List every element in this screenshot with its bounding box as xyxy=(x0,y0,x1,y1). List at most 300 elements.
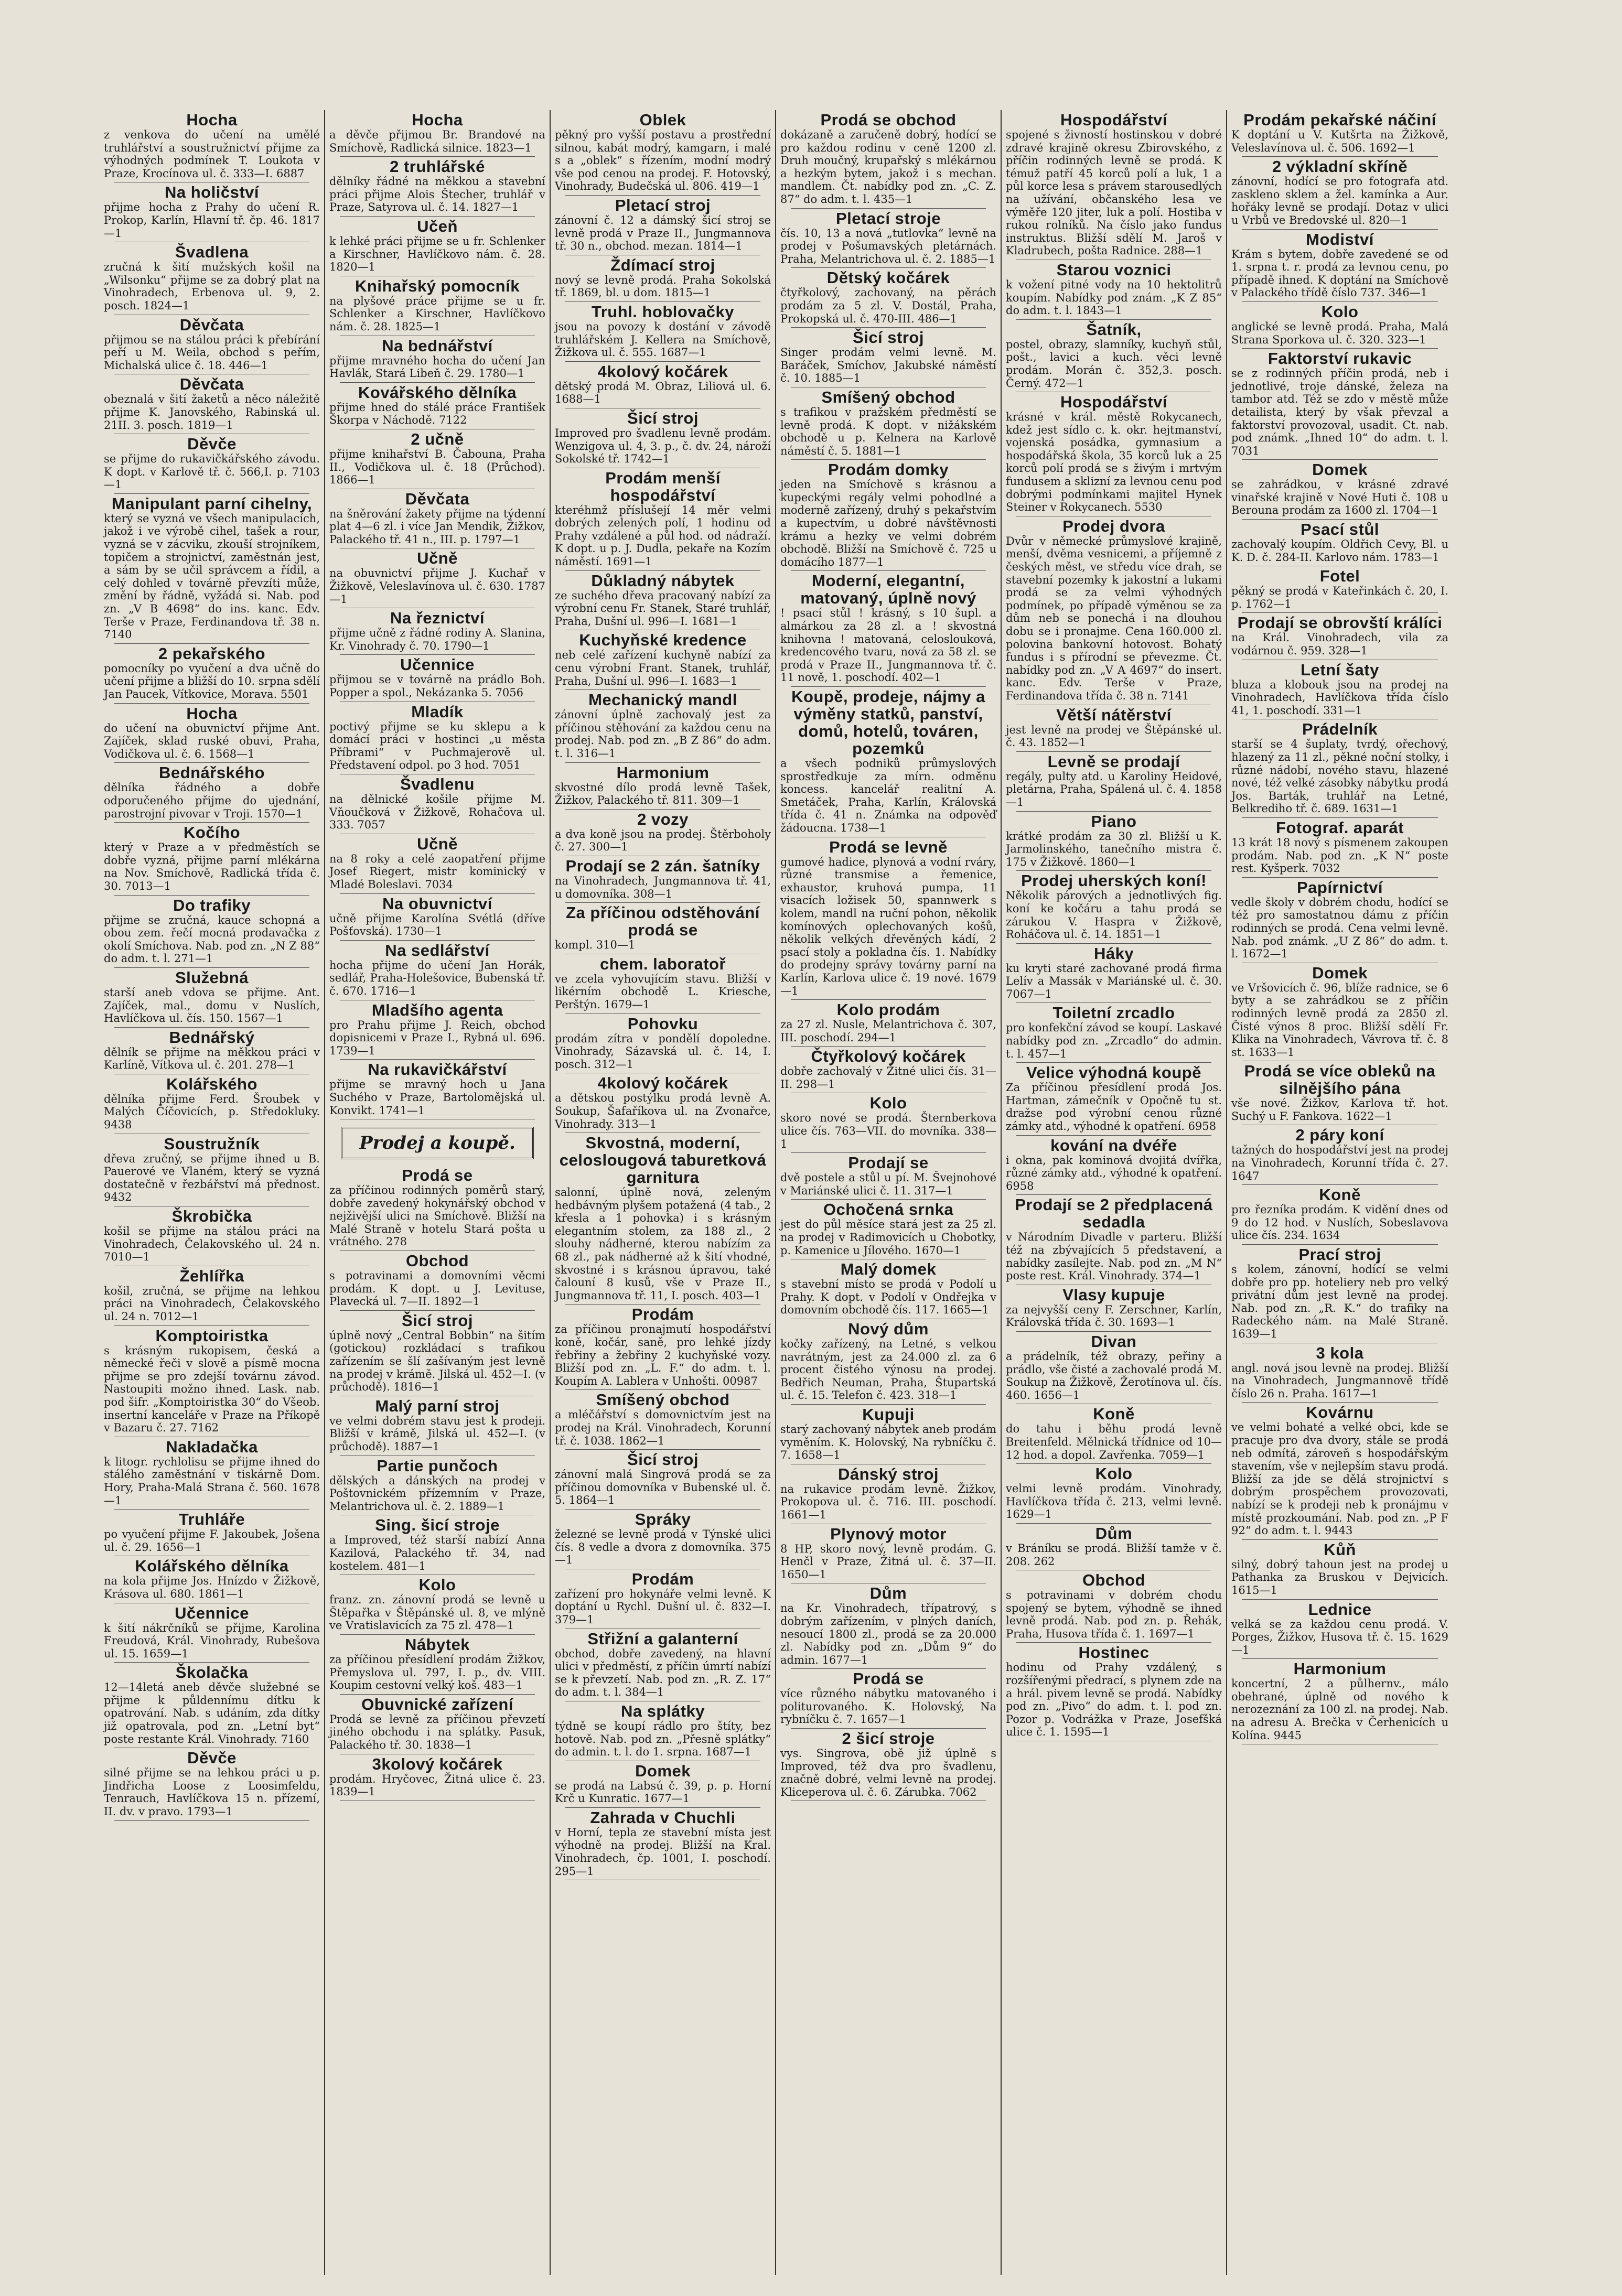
ad-separator xyxy=(565,1304,760,1305)
ad-text: 12—14letá aneb děvče služebné se přijme k půldennímu dítku k opatrování. Nab. s udáním, zda dítky již opatrovala, pod zn. „Letní byt“ poste restante Král. Vinohrady. 7160 xyxy=(104,1681,320,1745)
ad-text: postel, obrazy, slamníky, kuchyň stůl, pošt., lavici a kuch. věci levně prodám. Morán č. 352,3. posch. Černý. 472—1 xyxy=(1006,338,1222,390)
ad-heading: Šicí stroj xyxy=(853,328,924,347)
ad-heading: 2 výkladní skříně xyxy=(1272,157,1408,176)
column-1 xyxy=(100,110,325,2275)
ad-text: v Horní, tepla ze stavební místa jest výhodně na prodej. Bližší na Kral. Vinohradech, čp. 1001, I. poschodí. 295—1 xyxy=(555,1826,771,1878)
classified-ad xyxy=(1231,350,1448,457)
classified-ad xyxy=(329,1397,545,1453)
ad-text: 13 krát 18 nový s písmenem zakoupen prodám. Nab. pod zn. „K N“ poste rest. Kyšperk. 7032 xyxy=(1231,836,1448,875)
ad-heading: Hocha xyxy=(412,111,463,129)
ad-heading: Pletací stroj xyxy=(615,196,711,214)
ad-separator xyxy=(791,1728,986,1729)
ad-text: zánovní, hodící se pro fotografa atd. zaskleno sklem a žel. kamínka a Aur. hořáky levně se prodají. Dotaz v ulici u Vrbů ve Bredovské ul. 820—1 xyxy=(1231,175,1448,227)
ad-text: zachovalý koupím. Oldřich Cevy, Bl. u K. D. č. 284-II. Karlovo nám. 1783—1 xyxy=(1231,538,1448,564)
ad-heading: 2 učně xyxy=(411,429,464,448)
ad-separator xyxy=(1016,811,1211,812)
ad-text: k šití nákrčníků se přijme, Karolina Freudová, Král. Vinohrady, Rubešova ul. 15. 1659—1 xyxy=(104,1621,320,1660)
ad-text: Několik párových a jednotlivých fig. koní ke kočáru a tahu prodá se zárukou V. Haspra v Žižkově, Roháčova ul. č. 14. 1851—1 xyxy=(1006,889,1222,941)
ad-text: ve velmi dobrém stavu jest k prodeji. Bližší v krámě, Jilská ul. 452—I. (v průchodě). 1887—1 xyxy=(329,1414,545,1453)
classified-ad xyxy=(555,197,771,253)
ad-heading: Truhláře xyxy=(178,1510,245,1529)
ad-text: poctivý přijme se ku sklepu a k domácí práci v hostinci „u města Příbrami“ v Puchmajerově ul. Představení odpol. po 3 hod. 7051 xyxy=(329,720,545,772)
ad-text: za příčinou pronajmutí hospodářství koně, kočár, saně, pro lehké jízdy řebřiny a žebřiny 2 kuchyňské vozy. Bližší pod zn. „L. F.“ do adm. t. l. Koupím A. Lablera v Unhošti. 00987 xyxy=(555,1323,771,1387)
ad-text: regály, pulty atd. u Karoliny Heidové, pletárna, Praha, Spálená ul. č. 4. 1858—1 xyxy=(1006,770,1222,809)
ad-heading: Truhl. hoblovačky xyxy=(591,302,735,321)
ad-heading: Dánský stroj xyxy=(837,1464,939,1483)
ad-text: skoro nové se prodá. Šternberkova ulice čís. 763—VII. do movníka. 338—1 xyxy=(780,1112,996,1150)
ad-text: se z rodinných příčin prodá, neb i jednotlivé, troje dánské, železa na tambor atd. Též se zdo v městě může detailista, který by však převzal a faktorství provozoval, usadit. Ct. nab. pod známk. „Ihned 10“ do adm. t. l. 7031 xyxy=(1231,367,1448,457)
classified-ad xyxy=(104,897,320,965)
ad-heading: Pletací stroje xyxy=(836,209,941,228)
column-4 xyxy=(776,110,1002,2275)
ad-heading: 4kolový kočárek xyxy=(597,362,728,381)
classified-ad xyxy=(1006,872,1222,941)
ad-heading: Střižní a galanterní xyxy=(587,1629,738,1648)
ad-heading: Kolo xyxy=(1321,302,1359,321)
classified-ad xyxy=(1006,706,1222,749)
classified-ad xyxy=(780,210,996,266)
ad-text: železné se levně prodá v Týnské ulici čís. 8 vedle a dvora z domovníka. 375—1 xyxy=(555,1527,771,1567)
classified-ad xyxy=(104,645,320,701)
ad-heading: Moderní, elegantní, matovaný, úplně nový xyxy=(800,572,976,608)
classified-ad xyxy=(104,1557,320,1600)
ad-heading: Domek xyxy=(1312,963,1368,982)
ad-heading: Prodám domky xyxy=(828,460,949,479)
ad-text: a mléčářství s domovnictvím jest na prodej na Král. Vinohradech, Korunní tř. č. 1038. 1862—1 xyxy=(555,1408,771,1447)
ad-text: s potravinami v dobrém chodu spojený se bytem, výhodně se ihned levně prodá. Nab. pod zn. p. Řehák, Praha, Husova třída č. 1. 1697—1 xyxy=(1006,1589,1222,1640)
ad-text: košil se přijme na stálou práci na Vinohradech, Čelakovského ul. 24 n. 7010—1 xyxy=(104,1225,320,1264)
ad-heading: Učennice xyxy=(400,655,475,674)
ad-heading: Koně xyxy=(1319,1185,1361,1204)
classified-ad xyxy=(780,1260,996,1317)
ad-text: salonní, úplně nová, zeleným hedbávným plyšem potažená (4 tab., 2 křesla a 1 pohovka) i s krásným elegantním stolem, za 188 zl., 2 slouhy nádherné, kterou nabízím za 68 zl., pak nádherné až k šití vhodné, skvostné i s krásnou úpravou, také čalouní 8 kusů, vše v Praze II., Jungmannova tř. 11, I. posch. 403—1 xyxy=(555,1186,771,1302)
ad-text: dětský prodá M. Obraz, Liliová ul. 6. 1688—1 xyxy=(555,380,771,406)
ad-text: pomocníky po vyučení a dva učně do učení přijme a bližší do 10. srpna sdělí Jan Paucek, Vítkovice, Morava. 5501 xyxy=(104,662,320,700)
ad-separator xyxy=(1242,519,1438,520)
ad-text: dřeva zručný, se přijme ihned u B. Pauerové ve Vlaném, který se vyzná dostatečně v řezbářství má přednost. 9432 xyxy=(104,1152,320,1204)
ad-heading: Čtyřkolový kočárek xyxy=(811,1047,966,1066)
classified-ad xyxy=(1231,1186,1448,1242)
ad-heading: Psací stůl xyxy=(1301,520,1379,539)
classified-ad xyxy=(555,1134,771,1302)
ad-heading: Prodám menší hospodářství xyxy=(605,468,721,504)
ad-heading: Učennice xyxy=(175,1603,249,1622)
ad-heading: Za příčinou odstěhování prodá se xyxy=(566,903,760,940)
classified-ad xyxy=(1231,614,1448,657)
ad-text: s potravinami a domovními věcmi prodám. K dopt. u J. Levituse, Plavecká ul. 7—II. 1892—1 xyxy=(329,1269,545,1308)
ad-text: po vyučení přijme F. Jakoubek, Jošena ul. č. 29. 1656—1 xyxy=(104,1528,320,1554)
classified-ad xyxy=(104,111,320,180)
classified-ad xyxy=(329,1312,545,1394)
ad-heading: Děvčata xyxy=(179,315,244,334)
ad-heading: Nábytek xyxy=(404,1635,470,1654)
ad-text: úplně nový „Central Bobbin“ na šitím (gotickou) rozkládací s trafikou zařízením se šlí zašívaným jest levně na prodej v krámě. Jilská ul. 452—I. (v průchodě). 1816—1 xyxy=(329,1329,545,1394)
ad-text: na plyšové práce přijme se u fr. Schlenker a Kirschner, Havlíčkovo nám. č. 28. 1825—1 xyxy=(329,294,545,333)
ad-heading: Knihařský pomocník xyxy=(355,276,520,295)
classified-ad xyxy=(780,111,996,206)
classified-ad xyxy=(329,549,545,606)
ad-heading: Spráky xyxy=(635,1510,691,1528)
ad-separator xyxy=(791,686,986,687)
ad-text: na Král. Vinohradech, vila za vodárnou č. 959. 328—1 xyxy=(1231,631,1448,657)
ad-separator xyxy=(1242,817,1438,818)
ad-heading: Starou voznici xyxy=(1056,260,1172,279)
classified-ad xyxy=(555,1570,771,1626)
classified-ad xyxy=(329,158,545,214)
ad-text: na 8 roky a celé zaopatření přijme Josef Riegert, mistr kominický v Mladé Boleslavi. 7034 xyxy=(329,852,545,891)
classified-ad xyxy=(1006,261,1222,317)
ad-heading: Velice výhodná koupě xyxy=(1026,1063,1201,1082)
ad-heading: 3 kola xyxy=(1316,1343,1364,1362)
classified-ad xyxy=(555,811,771,854)
ad-heading: Smíšený obchod xyxy=(821,387,955,406)
ad-heading: Prodej dvora xyxy=(1062,516,1165,535)
ad-separator xyxy=(791,327,986,328)
ad-text: zařízení pro hokynáře velmi levně. K doptání u Rychl. Dušní ul. č. 832—I. 379—1 xyxy=(555,1587,771,1626)
ad-heading: Háky xyxy=(1093,944,1134,963)
classified-ad xyxy=(104,764,320,820)
classified-ad xyxy=(1006,1405,1222,1461)
classified-ad xyxy=(329,1001,545,1058)
classified-ad xyxy=(329,942,545,998)
ad-text: přijme se zručná, kauce schopná a obou zem. řečí mocná prodavačka z okolí Smíchova. Nab. pod zn. „N Z 88“ do adm. t. l. 271—1 xyxy=(104,913,320,965)
ad-separator xyxy=(340,893,535,894)
classified-ad xyxy=(104,375,320,432)
ad-heading: Prodají se obrovští králíci xyxy=(1237,613,1443,632)
ad-heading: Kupuji xyxy=(862,1405,915,1424)
classified-ad xyxy=(1006,1571,1222,1640)
ad-text: za nejvyšší ceny F. Zerschner, Karlín, Královská třída č. 30. 1693—1 xyxy=(1006,1303,1222,1329)
ad-separator xyxy=(565,1807,760,1808)
classified-ad xyxy=(1006,1525,1222,1568)
ad-text: na šněrování žakety přijme na týdenní plat 4—6 zl. i více Jan Mendik, Žižkov, Palackého tř. 41 n., III. p. 1797—1 xyxy=(329,507,545,546)
ad-heading: Hospodářství xyxy=(1060,393,1168,412)
ad-separator xyxy=(114,1509,309,1510)
ad-separator xyxy=(340,1634,535,1635)
classified-ad xyxy=(1006,1064,1222,1133)
classified-ad xyxy=(780,1001,996,1044)
classified-ad xyxy=(555,1511,771,1567)
ad-heading: Dětský kočárek xyxy=(826,268,950,287)
classified-ad xyxy=(555,764,771,807)
classified-ad xyxy=(1231,567,1448,610)
ad-heading: Fotel xyxy=(1319,567,1360,586)
ad-heading: Bednářský xyxy=(169,1028,255,1047)
ad-heading: 2 truhlářské xyxy=(390,157,485,176)
ad-text: pro řezníka prodám. K vidění dnes od 9 do 12 hod. v Nuslích, Sobeslavova ulice čís. 234. 1634 xyxy=(1231,1203,1448,1242)
ad-text: tažných do hospodářství jest na prodej na Vinohradech, Korunní třída č. 27. 1647 xyxy=(1231,1144,1448,1182)
classified-ad xyxy=(780,269,996,325)
ad-text: na dělnické košile přijme M. Vňoučková v Žižkově, Rohačova ul. 333. 7057 xyxy=(329,793,545,832)
ad-text: v Národním Divadle v parteru. Bližší též na zbývajících 5 představení, a nabídky zasílejte. Nab. pod zn. „M N“ poste rest. Král. Vinohrady. 374—1 xyxy=(1006,1231,1222,1282)
classified-ad xyxy=(1006,1286,1222,1329)
classified-ad xyxy=(104,1327,320,1435)
ad-separator xyxy=(114,1325,309,1326)
classified-ad xyxy=(780,1465,996,1522)
ad-text: bluza a klobouk jsou na prodej na Vinohradech, Havlíčkova třída číslo 41, 1. poschodí. 331—1 xyxy=(1231,678,1448,717)
ad-heading: Děvče xyxy=(187,1749,237,1767)
ad-separator xyxy=(114,1027,309,1028)
ad-text: ve zcela vyhovujícím stavu. Bližší v likérním obchodě L. Kriesche, Perštýn. 1679—1 xyxy=(555,972,771,1011)
classified-ad xyxy=(104,184,320,240)
ad-heading: Hocha xyxy=(186,111,238,129)
ad-heading: Toiletní zrcadlo xyxy=(1052,1004,1175,1022)
classified-ad xyxy=(1231,303,1448,346)
ad-text: k litogr. rychlolisu se přijme ihned do stálého zaměstnání v tiskárně Dom. Hory, Praha-Malá Strana č. 560. 1678—1 xyxy=(104,1455,320,1507)
ad-text: jeden na Smíchově s krásnou a kupeckými regály velmi pohodlné a moderně zařízený, druhý s pekařstvím a kupectvím, u dobré návštěvnosti krámu a hezky ve velmi dobrém obchodě. Bližší na Smíchově č. 725 u domácího 1877—1 xyxy=(780,478,996,568)
ad-text: přijme učně z řádné rodiny A. Slanina, Kr. Vinohrady č. 70. 1790—1 xyxy=(329,627,545,652)
ad-text: kteréhmž příslušejí 14 měr velmi dobrých zelených polí, 1 hodinu od Prahy vzdálené a půl hod. od nádraží. K dopt. u p. J. Dudla, pekaře na Kozím náměstí. 1691—1 xyxy=(555,503,771,568)
ad-heading: Skvostná, moderní, celoslougová taburetková garnitura xyxy=(559,1134,767,1187)
ad-text: starý zachovaný nábytek aneb prodám vyměním. K. Holovský, Na rybníčku č. 7. 1658—1 xyxy=(780,1422,996,1462)
ad-heading: Učeň xyxy=(417,217,458,235)
ad-text: zánovní malá Singrová prodá se za příčinou domovníka v Bubenské ul. č. 5. 1864—1 xyxy=(555,1468,771,1507)
ad-text: dvě postele a stůl u pí. M. Švejnohové v Mariánské ulici č. 11. 317—1 xyxy=(780,1171,996,1197)
classified-ad xyxy=(1231,1541,1448,1597)
classified-ad xyxy=(1231,879,1448,961)
ad-separator xyxy=(791,570,986,571)
ad-separator xyxy=(1016,943,1211,944)
ad-separator xyxy=(340,382,535,383)
ad-heading: Obchod xyxy=(1082,1571,1146,1590)
ad-text: čís. 10, 13 a nová „tutlovka“ levně na prodej v Pošumavských pletárnách. Praha, Melantrichova ul. č. 2. 1885—1 xyxy=(780,227,996,265)
ad-heading: Hostinec xyxy=(1078,1643,1150,1662)
ad-heading: Na rukavičkářství xyxy=(368,1060,507,1079)
classified-ad xyxy=(1006,1196,1222,1282)
classified-ad xyxy=(780,1584,996,1666)
classified-ad xyxy=(329,1636,545,1692)
ad-text: zánovní č. 12 a dámský šicí stroj se levně prodá v Praze II., Jungmannova tř. 30 n., obchod. mezan. 1814—1 xyxy=(555,213,771,253)
ad-text: přijme hned do stálé práce František Škorpa v Náchodě. 7122 xyxy=(329,401,545,427)
ad-heading: Prodají se xyxy=(848,1154,929,1172)
ad-heading: Komptoiristka xyxy=(155,1326,268,1345)
classified-ad xyxy=(104,1438,320,1507)
ad-text: se zahrádkou, v krásné zdravé vinařské krajině v Nové Huti č. 108 u Berouna prodám za 1600 zl. 1704—1 xyxy=(1231,478,1448,517)
ad-text: na Vinohradech, Jungmannova tř. 41, u domovníka. 308—1 xyxy=(555,874,771,900)
classified-ad xyxy=(329,111,545,154)
ad-text: na kola přijme Jos. Hnízdo v Žižkově, Krásova ul. 680. 1861—1 xyxy=(104,1575,320,1600)
ad-separator xyxy=(1016,319,1211,320)
ad-separator xyxy=(791,267,986,268)
ad-text: pěkný pro vyšší postavu a prostřední silnou, kabát modrý, kamgarn, i malé s a „oblek“ s řízením, modní modrý vše pod cenou na prodej. F. Hotovský, Vinohrady, Budečská ul. 806. 419—1 xyxy=(555,128,771,193)
classified-ad xyxy=(780,1154,996,1197)
classified-ad xyxy=(780,688,996,835)
ad-text: velmi levně prodám. Vinohrady, Havlíčkova třída č. 213, velmi levně. 1629—1 xyxy=(1006,1482,1222,1521)
ad-separator xyxy=(114,493,309,494)
classified-ad xyxy=(780,1320,996,1402)
classified-ad xyxy=(329,1061,545,1117)
classified-ad xyxy=(780,1525,996,1581)
ad-columns xyxy=(100,110,1593,2275)
ad-heading: Prodám pekařské náčiní xyxy=(1243,111,1436,129)
ad-text: ! psací stůl ! krásný, s 10 šupl. a almárkou za 28 zl. a ! skvostná knihovna ! matovaná, celoslouková, kredencového tvaru, nová za 58 zl. se prodá v Praze II., Jungmannova tř. č. 11 nově, 1. poschodí. 402—1 xyxy=(780,607,996,684)
ad-text: obeznalá v šití žaketů a něco náležitě přijme K. Janovského, Rabinská ul. 21II. 3. posch. 1819—1 xyxy=(104,393,320,432)
classified-ad xyxy=(555,111,771,193)
ad-text: silný, dobrý tahoun jest na prodej u Pathanka za Bruskou v Dejvicích. 1615—1 xyxy=(1231,1558,1448,1597)
ad-heading: Prodá se levně xyxy=(829,837,948,856)
ad-heading: Do trafiky xyxy=(173,896,251,914)
ad-text: za příčinou rodinných poměrů starý, dobře zavedený hokynářský obchod v nejživější ulici na Smíchově. Bližší na Malé Straně v hotelu Stará pošta u vrátného. 278 xyxy=(329,1184,545,1248)
classified-ad xyxy=(780,572,996,684)
ad-text: pro Prahu přijme J. Reich, obchod dopisnicemi v Praze I., Rybná ul. 696. 1739—1 xyxy=(329,1018,545,1057)
ad-text: gumové hadice, plynová a vodní rváry, různé transmise a řemenice, exhaustor, kruhová pumpa, 11 visacích ložisek 50, spannwerk s kolem, mandl na ruční pohon, několik komínových oplechovaných košů, několik velkých dřevěných kádí, 2 psací stoly a pokladna čís. 1. Nabídky do prodejny správy továrny parní na Karlín, Karlova ulice č. 19 nové. 1679—1 xyxy=(780,855,996,997)
ad-text: s stavební místo se prodá v Podolí u Prahy. K dopt. v Podolí v Ondřejka v domovním obchodě čís. 117. 1665—1 xyxy=(780,1278,996,1317)
ad-heading: Modiství xyxy=(1306,230,1374,249)
classified-ad xyxy=(555,572,771,628)
classified-ad xyxy=(1231,1660,1448,1742)
ad-separator xyxy=(565,762,760,763)
ad-separator xyxy=(1242,156,1438,157)
ad-text: zánovní úplně zachovalý jest za příčinou stěhování za každou cenu na prodej. Nab. pod zn. „B Z 86“ do adm. t. l. 316—1 xyxy=(555,708,771,760)
ad-heading: Šicí stroj xyxy=(627,408,699,427)
classified-ad xyxy=(1006,111,1222,257)
classified-ad xyxy=(1231,158,1448,227)
ad-separator xyxy=(1016,751,1211,752)
ad-separator xyxy=(1016,1642,1211,1643)
ad-text: krásné v král. městě Rokycanech, kdež jest sídlo c. k. okr. hejtmanství, vojenská posádka, gymnasium a hospodářská škola, 35 korců luk a 25 korců polí prodá se s živým i mrtvým fundusem a sklizní za levnou cenu pod dobrými podmínkami majitel Hynek Steiner v Rokycanech. 5530 xyxy=(1006,411,1222,514)
column-2 xyxy=(325,110,551,2275)
classified-ad xyxy=(104,1749,320,1818)
ad-text: k lehké práci přijme se u fr. Schlenker a Kirschner, Havlíčkovo nám. č. 28. 1820—1 xyxy=(329,234,545,274)
ad-text: velká se za každou cenu prodá. V. Porges, Žižkov, Husova tř. č. 15. 1629—1 xyxy=(1231,1618,1448,1656)
classified-ad xyxy=(329,1516,545,1572)
ad-separator xyxy=(565,570,760,571)
ad-separator xyxy=(1242,229,1438,230)
ad-text: ze suchého dřeva pracovaný nabízí za výrobní cenu Fr. Stanek, Staré truhlář, Praha, Dušní ul. 996—I. 1681—1 xyxy=(555,589,771,628)
classified-ad xyxy=(1231,461,1448,517)
ad-heading: Důkladný nábytek xyxy=(591,571,735,590)
classified-ad xyxy=(329,218,545,274)
ad-heading: Obchod xyxy=(405,1252,469,1270)
classified-ad xyxy=(555,1074,771,1130)
ad-text: prodám. Hryčovec, Žitná ulice č. 23. 1839—1 xyxy=(329,1772,545,1798)
ad-heading: Prodá se xyxy=(853,1669,924,1688)
ad-heading: Plynový motor xyxy=(830,1524,947,1543)
ad-text: přijmou se v továrně na prádlo Boh. Popper a spol., Nekázanka 5. 7056 xyxy=(329,673,545,699)
classified-ad xyxy=(555,363,771,406)
ad-text: angl. nová jsou levně na prodej. Bližší na Vinohradech, Jungmannově třídě číslo 26 n. Praha. 1617—1 xyxy=(1231,1361,1448,1400)
ad-heading: 4kolový kočárek xyxy=(597,1074,728,1093)
classified-ad xyxy=(329,1167,545,1248)
ad-text: přijme hocha z Prahy do učení R. Prokop, Karlín, Hlavní tř. čp. 46. 1817—1 xyxy=(104,201,320,240)
ad-text: a dětskou postýlku prodá levně A. Soukup, Šafaříkova ul. na Zvonařce, Vinohrady. 313—1 xyxy=(555,1092,771,1130)
ad-separator xyxy=(565,195,760,196)
ad-separator xyxy=(791,999,986,1000)
ad-separator xyxy=(114,643,309,644)
ad-text: do tahu i běhu prodá levně Breitenfeld. Mělnická třídnice od 10—12 hod. a dopol. Zavřenka. 7059—1 xyxy=(1006,1422,1222,1461)
ad-heading: Mladšího agenta xyxy=(371,1000,503,1019)
classified-ad xyxy=(329,490,545,546)
ad-text: hocha přijme do učení Jan Horák, sedlář, Praha-Holešovice, Bubenská tř. č. 670. 1716—1 xyxy=(329,958,545,997)
classified-ad xyxy=(329,277,545,333)
ad-heading: Prodej uherských koní! xyxy=(1021,871,1207,890)
ad-heading: Prádelník xyxy=(1302,720,1378,739)
ad-text: do učení na obuvnictví přijme Ant. Zajíček, sklad ruské obuvi, Praha, Vodičkova ul. č. 6. 1568—1 xyxy=(104,721,320,760)
ad-separator xyxy=(1242,1658,1438,1659)
ad-heading: Divan xyxy=(1091,1332,1137,1351)
classified-ad xyxy=(555,955,771,1011)
ad-separator xyxy=(565,689,760,690)
ad-separator xyxy=(1242,1402,1438,1403)
ad-separator xyxy=(791,208,986,209)
ad-text: krátké prodám za 30 zl. Bližší u K. Jarmolinského, tanečního mistra č. 175 v Žižkově. 1860—1 xyxy=(1006,829,1222,868)
classified-ad xyxy=(555,1451,771,1507)
ad-heading: Papírnictví xyxy=(1297,878,1383,897)
ad-heading: Lednice xyxy=(1308,1600,1372,1619)
classified-ad xyxy=(1006,393,1222,514)
ad-heading: Děvčata xyxy=(405,489,470,508)
ad-heading: Šatník, xyxy=(1086,320,1142,339)
ad-text: ve velmi bohaté a velké obci, kde se pracuje pro dva dvory, stále se prodá neb odmítá, zároveň s hospodářským stavením, vše v nejlepším stavu prodá. Bližší za jde se dělá strojnictví s dobrým prospěchem provozovati, nabízí se k prodeji neb k pronájmu v místě prozkoumání. Nab. pod zn. „P F 92“ do adm. t. l. 9443 xyxy=(1231,1421,1448,1537)
ad-heading: Piano xyxy=(1091,812,1137,831)
classified-ad xyxy=(104,705,320,761)
classified-ad xyxy=(329,656,545,699)
classified-ad xyxy=(1231,1404,1448,1537)
classified-ad xyxy=(329,1696,545,1752)
classified-ad xyxy=(104,1075,320,1131)
classified-ad xyxy=(104,1664,320,1745)
ad-heading: Oblek xyxy=(639,111,686,129)
ad-text: anglické se levně prodá. Praha, Malá Strana Sporkova ul. č. 320. 323—1 xyxy=(1231,320,1448,346)
ad-separator xyxy=(114,895,309,896)
ad-text: jsou na povozy k dostání v závodě truhlářském J. Kellera na Smíchově, Žižkova ul. č. 555. 1687—1 xyxy=(555,320,771,359)
ad-text: košil, zručná, se přijme na lehkou práci na Vinohradech, Čelakovského ul. 24 n. 7012—1 xyxy=(104,1284,320,1323)
section-title: Prodej a koupě. xyxy=(341,1127,534,1159)
classified-ad xyxy=(104,495,320,641)
classified-ad xyxy=(1231,1062,1448,1123)
ad-heading: Prodají se 2 zán. šatníky xyxy=(565,856,760,875)
ad-heading: Kolářského xyxy=(166,1074,257,1093)
ad-heading: Pohovku xyxy=(627,1014,699,1033)
ad-separator xyxy=(1242,1184,1438,1185)
classified-ad xyxy=(329,703,545,772)
ad-text: silné přijme se na lehkou práci u p. Jindřicha Loose z Loosimfeldu, Tenrauch, Havlíčkova 15 n. přízemí, II. dv. v pravo. 1793—1 xyxy=(104,1766,320,1818)
ad-separator xyxy=(1242,612,1438,613)
ad-heading: Prodá se obchod xyxy=(820,111,957,129)
classified-ad xyxy=(1231,720,1448,815)
ad-text: na obuvnictví přijme J. Kuchař v Žižkově, Veleslavínova ul. č. 630. 1787—1 xyxy=(329,567,545,606)
ad-heading: Na splátky xyxy=(620,1701,705,1720)
ad-separator xyxy=(565,902,760,903)
ad-heading: Kovárnu xyxy=(1306,1403,1374,1422)
ad-text: pro konfekční závod se koupí. Laskavé nabídky pod zn. „Zrcadlo“ do admin. t. l. 457—1 xyxy=(1006,1021,1222,1060)
ad-heading: Letní šaty xyxy=(1301,660,1379,679)
ad-text: v Bráníku se prodá. Bližší tamže v č. 208. 262 xyxy=(1006,1542,1222,1568)
ad-heading: Šicí stroj xyxy=(402,1311,473,1330)
ad-heading: Kolo xyxy=(869,1094,907,1113)
ad-text: koncertní, 2 a půlhernv., málo obehrané, úplně od nového k nerozeznání za 100 zl. na prodej. Nab. na adresu A. Brečka v Čerhenicích u Kolína. 9445 xyxy=(1231,1677,1448,1742)
ad-separator xyxy=(114,1820,309,1821)
ad-text: a všech podniků průmyslových sprostředkuje za mírn. odměnu koncess. kancelář realitní A. Smetáček, Praha, Karlín, Královská třída č. 41 n. Známka na odpověď žádoucna. 1738—1 xyxy=(780,757,996,834)
ad-heading: Žehlířka xyxy=(179,1266,244,1285)
ad-heading: Mladík xyxy=(411,702,464,721)
classified-ad xyxy=(1231,819,1448,875)
ad-text: dokázaně a zaručeně dobrý, hodící se pro každou rodinu v ceně 1200 zl. Druh moučný, krupařský s mlékárnou a hezkým bytem, jakož i s mechan. mandlem. Čt. nabídky pod zn. „C. Z. 87“ do adm. t. l. 435—1 xyxy=(780,128,996,206)
ad-text: přijme mravného hocha do učení Jan Havlák, Stará Libeň č. 29. 1780—1 xyxy=(329,354,545,380)
ad-heading: Kůň xyxy=(1324,1540,1356,1559)
ad-text: franz. zn. zánovní prodá se levně u Štěpařka v Štěpánské ul. 8, ve mlýně ve Vratislavicích za 75 zl. 478—1 xyxy=(329,1593,545,1632)
ad-separator xyxy=(1242,1244,1438,1245)
ad-heading: Hocha xyxy=(186,704,238,723)
classified-ad xyxy=(1231,1126,1448,1182)
ad-text: na rukavice prodám levně. Žižkov, Prokopova ul. č. 716. III. poschodí. 1661—1 xyxy=(780,1482,996,1521)
ad-text: dělníky řádné na měkkou a stavební práci přijme Alois Štecher, truhlář v Praze, Satyrova ul. č. 14. 1827—1 xyxy=(329,175,545,214)
ad-separator xyxy=(340,156,535,157)
ad-separator xyxy=(1016,1135,1211,1136)
ad-separator xyxy=(565,361,760,362)
ad-separator xyxy=(1242,877,1438,878)
ad-separator xyxy=(791,1668,986,1669)
